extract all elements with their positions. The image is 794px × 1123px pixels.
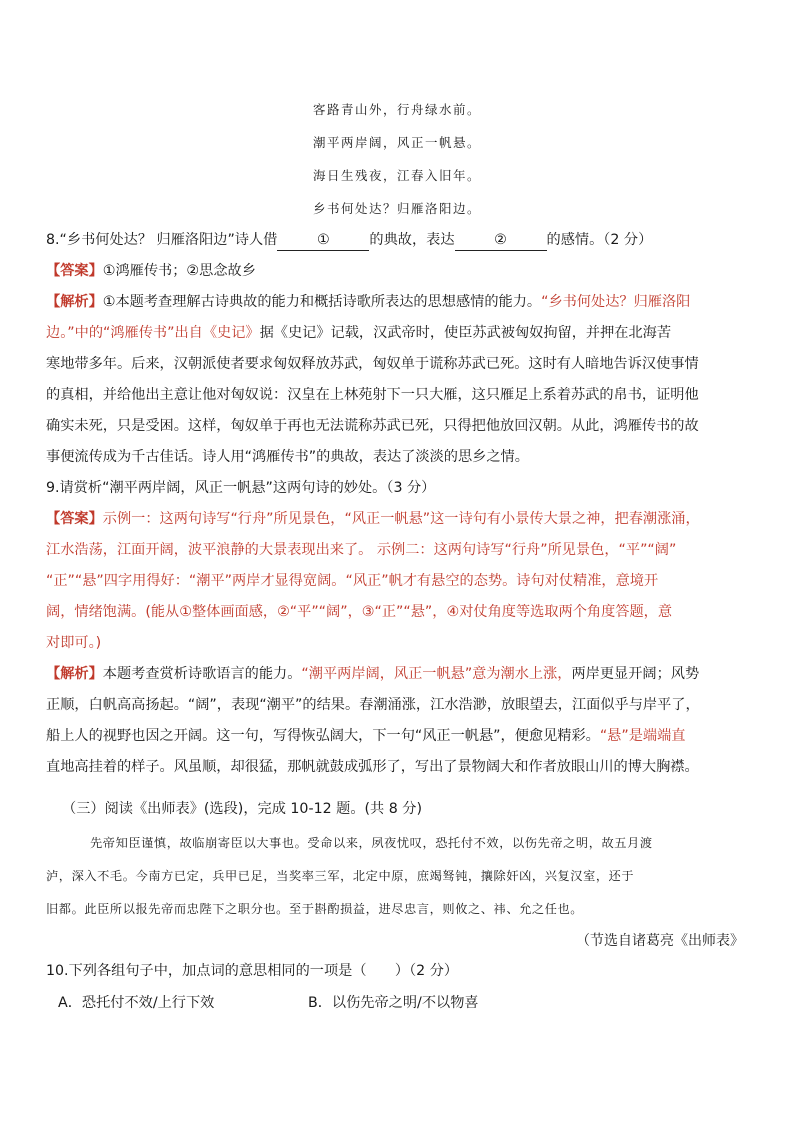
q9-answer-line-3 [46,571,746,591]
q9-analysis-quote: “潮平两岸阔，风正一帆悬”意为潮水上涨， [301,666,572,682]
question-8 [46,230,746,251]
q9-analysis-text: 船上人的视野也因之开阔。这一句，写得恢弘阔大，下一句“风正一帆悬”，便愈见精彩。 [46,728,600,744]
passage-source: （节选自诸葛亮《出师表》 [576,933,744,949]
q9-analysis-line-3 [46,726,746,746]
q8-analysis-quote: “乡书何处达？归雁洛阳 [541,294,691,310]
q8-analysis-line-6: 事便流传成为千古佳话。诗人用“鸿雁传书”的典故，表达了淡淡的思乡之情。 [46,449,529,465]
q8-answer [46,261,746,281]
q9-analysis-line-2: 正顺，白帆高高扬起。“阔”，表现“潮平”的结果。春潮涌涨，江水浩渺，放眼望去，江面似乎与岸平了， [46,697,700,713]
q8-answer-text: ①鸿雁传书；②思念故乡 [102,263,256,279]
q9-answer-line-5: 对即可。) [46,635,102,651]
q9-answer-text: ，④对仗角度等选取两个角度答题，意 [432,604,673,620]
q9-answer-text: 这一诗句有小景传大景之神，把春潮涨涌， [430,511,700,527]
q8-analysis-text: ①本题考查理解古诗典故的能力和概括诗歌所表达的思想感情的能力。 [102,294,542,310]
analysis-tag: 【解析】 [46,294,103,310]
q9-analysis-text: 本题考查赏析诗歌语言的能力。 [102,666,302,682]
q8-mid: 的典故，表达 [369,232,455,248]
question-9: 9.请赏析“潮平两岸阔，风正一帆悬”这两句诗的妙处。（3 分） [46,480,436,496]
q9-answer-text: ，③ [347,604,375,620]
q9-answer-text: 四字用得好： [103,573,189,589]
q9-answer-text: 阔，情绪饱满。(能从①整体画面感，② [46,604,290,620]
q9-answer-quote: “平”“阔” [618,542,677,558]
q9-answer-line-4 [46,602,746,622]
q9-answer-text: 江水浩荡，江面开阔，波平浪静的大景表现出来了。 示例二：这两句诗写“行舟”所见景色， [46,542,619,558]
poem-line-2: 潮平两岸阔，风正一帆悬。 [312,135,481,150]
q9-answer-text: 示例一：这两句诗写“行舟”所见景色， [102,511,345,527]
answer-tag: 【答案】 [46,511,103,527]
q8-analysis-quote: 边。”中的“鸿雁传书”出自《史记》 [46,325,260,341]
q8-blank-2: ② [455,230,547,251]
q8-analysis-line-3: 寒地带多年。后来，汉朝派使者要求匈奴释放苏武，匈奴单于谎称苏武已死。这时有人暗地告诉汉使事情 [46,356,699,372]
q8-analysis-line-5: 确实未死，只是受困。这样，匈奴单于再也无法谎称苏武已死，只得把他放回汉朝。从此，鸿雁传书的故 [46,418,699,434]
q9-answer-text: “潮平”两岸才显得宽阔。“风正”帆才有悬空的态势。诗句对仗精准，意境开 [188,573,659,589]
analysis-tag: 【解析】 [46,666,103,682]
passage-line-1: 先帝知臣谨慎，故临崩寄臣以大事也。受命以来，夙夜忧叹，恐托付不效，以伤先帝之明，故五月渡 [90,836,653,850]
q10-option-a: A．恐托付不效/上行下效 [58,995,215,1011]
q9-answer-line-2 [46,540,746,560]
q10-option-b: B．以伤先帝之明/不以物喜 [308,995,479,1011]
poem-line-1: 客路青山外，行舟绿水前。 [312,102,481,117]
poem-line-4: 乡书何处达？归雁洛阳边。 [312,201,481,216]
q8-prefix: 8.“乡书何处达？ 归雁洛阳边”诗人借 [46,232,278,248]
q8-suffix: 的感情。（2 分） [546,232,653,248]
q8-analysis-line-4: 的真相，并给他出主意让他对匈奴说：汉皇在上林苑射下一只大雁，这只雁足上系着苏武的帛书，证明他 [46,387,699,403]
answer-tag: 【答案】 [46,263,103,279]
q8-blank-1: ① [277,230,369,251]
q9-analysis-line-1 [46,664,746,684]
q9-answer-quote: “风正一帆悬” [344,511,431,527]
section-3-heading: （三）阅读《出师表》(选段)，完成 10-12 题。(共 8 分) [62,801,422,817]
q9-answer-quote: “平”“阔” [289,604,348,620]
passage-line-3: 旧都。此臣所以报先帝而忠陛下之职分也。至于斟酌损益，进尽忠言，则攸之、祎、允之任也。 [46,902,584,916]
q9-answer-line-1 [46,509,746,529]
q8-analysis-line-1 [46,292,746,312]
q8-analysis-line-2 [46,323,746,343]
q9-analysis-text: 两岸更显开阔；风势 [571,666,700,682]
passage-line-2: 泸，深入不毛。今南方已定，兵甲已足，当奖率三军，北定中原，庶竭驽钝，攘除奸凶，兴复汉室，还于 [46,869,635,883]
q8-analysis-text: 据《史记》记载，汉武帝时，使臣苏武被匈奴拘留，并押在北海苦 [259,325,672,341]
q9-analysis-line-4: 直地高挂着的样子。风虽顺，却很猛，那帆就鼓成弧形了，写出了景物阔大和作者放眼山川的博大胸襟。 [46,759,699,775]
q9-analysis-quote: “悬”是端端直 [599,728,686,744]
q9-answer-quote: “正”“悬” [374,604,433,620]
question-10: 10.下列各组句子中，加点词的意思相同的一项是（ ）（2 分） [46,963,459,979]
poem-line-3: 海日生残夜，江春入旧年。 [312,168,481,183]
q9-answer-quote: “正”“悬” [46,573,104,589]
